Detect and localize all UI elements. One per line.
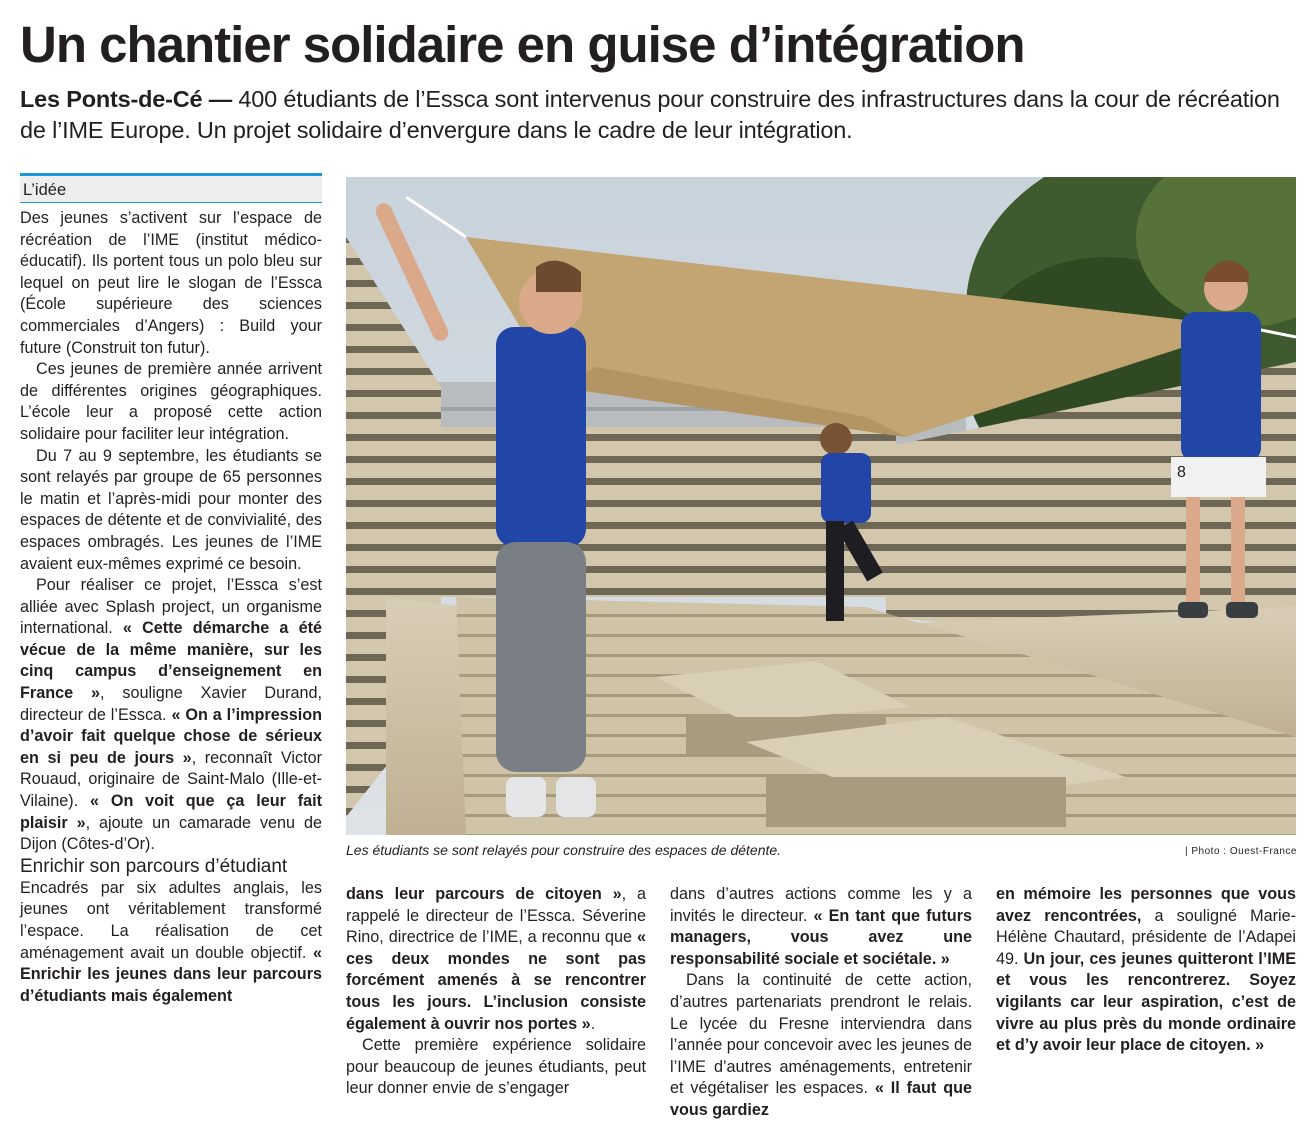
col1-quote-3: « On voit que ça leur fait plaisir »	[20, 792, 323, 832]
photo-credit: | Photo : Ouest-France	[1185, 846, 1297, 857]
headline: Un chantier solidaire en guise d’intégration	[20, 16, 1025, 73]
jersey-number: 8	[1177, 464, 1186, 481]
col4-p1-text: a souligné Marie-Hélène Chautard, présidente de l’Adapei 49.	[996, 906, 1296, 968]
subheading: Enrichir son parcours d’étudiant	[20, 855, 288, 877]
article-photo	[346, 177, 1296, 835]
col2-paragraph-2: Cette première expérience solidaire pour beaucoup de jeunes étudiants, peut leur donner envie de s’engager	[346, 1036, 646, 1098]
col1-p4-text-c: , souligne Xavier Durand, directeur de l’Essca.	[20, 684, 322, 724]
col3-quote-1: « En tant que futurs managers, vous avez une responsabilité sociale et sociétale. »	[670, 906, 972, 968]
photo-illustration	[346, 177, 1296, 835]
col2-p1-text-d: .	[590, 1014, 596, 1033]
section-kicker: L’idée	[20, 173, 322, 203]
column-3	[670, 884, 972, 1122]
col3-p2-text: Dans la continuité de cette action, d’autres partenariats prendront le relais. Le lycée du Fresne interviendra dans l’année pour concevoir avec les jeunes de l’IME d’autres aménagements, entretenir et végétaliser les espaces.	[670, 971, 972, 1098]
column-2	[346, 884, 646, 1100]
col1-quote-2: « On a l’impression d’avoir fait quelque chose de sérieux en si peu de jours »	[20, 705, 322, 767]
col1-quote-4: « Enrichir les jeunes dans leur parcours d’étudiants mais également	[20, 943, 322, 1005]
col1-paragraph-3: Du 7 au 9 septembre, les étudiants se sont relayés par groupe de 65 personnes le matin et l’après-midi pour monter des espaces de détente et de convivialité, des espaces ombragés. Les jeunes de l’IME avaient eux-mêmes exprimé ce besoin.	[20, 446, 322, 573]
col2-paragraph-1	[346, 884, 646, 1035]
col1-quote-1: « Cette démarche a été vécue de la même manière, sur les cinq campus d’enseignement en France »	[20, 619, 322, 703]
col1-p5-text: Encadrés par six adultes anglais, les jeunes ont véritablement transformé l’espace. La réalisation de cet aménagement avait un double objectif.	[20, 878, 322, 962]
lede-place: Les Ponts-de-Cé —	[20, 86, 233, 112]
lede-text: 400 étudiants de l’Essca sont intervenus pour construire des infrastructures dans la cour de récréation de l’IME Europe. Un projet solidaire d’envergure dans le cadre de leur intégration.	[20, 86, 1280, 143]
col1-p4-text-e: , reconnaît Victor Rouaud, originaire de Saint-Malo (Ille-et-Vilaine).	[20, 748, 322, 811]
photo-caption: Les étudiants se sont relayés pour construire des espaces de détente.	[346, 842, 782, 858]
lede	[20, 84, 1295, 146]
col3-p1-text: dans d’autres actions comme les y a invités le directeur.	[670, 885, 972, 925]
col4-paragraph-1	[996, 884, 1296, 1057]
col3-paragraph-1	[670, 884, 972, 970]
col1-paragraph-4	[20, 575, 322, 856]
col2-quote-1: dans leur parcours de citoyen »	[346, 885, 622, 903]
col4-quote-2: Un jour, ces jeunes quitteront l’IME et vous les rencontrerez. Soyez vigilants car leur aspiration, c’est de vivre au plus près du monde ordinaire et d’y avoir leur place de citoyen. »	[996, 949, 1296, 1055]
col4-quote-1: en mémoire les personnes que vous avez rencontrées,	[996, 885, 1296, 925]
column-4	[996, 884, 1296, 1057]
col1-paragraph-1: Des jeunes s’activent sur l’espace de récréation de l’IME (institut médico-éducatif). Ils portent tous un polo bleu sur lequel on peut lire le slogan de l’Essca (École supérieure des sciences commerciales d’Angers) : Build your future (Construit ton futur).	[20, 209, 322, 357]
column-1	[20, 208, 322, 1007]
col2-p1-text-b: , a rappelé le directeur de l’Essca. Séverine Rino, directrice de l’IME, a reconnu que	[346, 885, 647, 947]
col3-quote-2: « Il faut que vous gardiez	[670, 1079, 972, 1119]
col1-p4-text-g: , ajoute un camarade venu de Dijon (Côtes-d’Or).	[20, 813, 322, 854]
col2-quote-2: « ces deux mondes ne sont pas forcément amenés à se rencontrer tous les jours. L’inclusion consiste également à ouvrir nos portes »	[346, 928, 646, 1033]
col1-p4-text-a: Pour réaliser ce projet, l’Essca s’est alliée avec Splash project, un organisme international.	[20, 576, 322, 638]
col1-paragraph-2: Ces jeunes de première année arrivent de différentes origines géographiques. L’école leur a proposé cette action solidaire pour faciliter leur intégration.	[20, 360, 322, 443]
col1-paragraph-5	[20, 878, 322, 1008]
col3-paragraph-2	[670, 970, 972, 1121]
